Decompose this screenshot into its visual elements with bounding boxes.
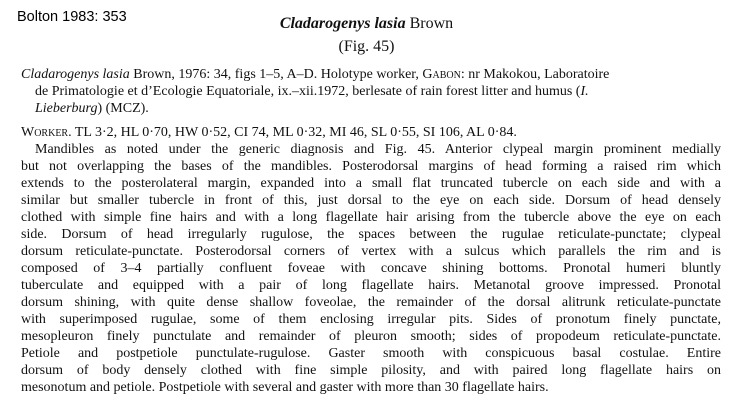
synonymy-line-1: Cladarogenys lasia Brown, 1976: 34, figs 1–5, A–D. Holotype worker, Gabon: nr Makokou, Laboratoire (21, 67, 610, 82)
caste-label: Worker (21, 125, 69, 140)
species-heading (0, 14, 733, 34)
genus-name: Cladarogenys (279, 15, 371, 32)
type-locality-country: Gabon (422, 67, 461, 82)
description-line: but not overlapping the bases of the mandibles. Posterodorsal margins of head forming a raised rim which (21, 159, 721, 174)
synonymy-line-3: Lieberburg) (MCZ). (35, 101, 149, 116)
synonymy-line-2: de Primatologie et d’Ecologie Equatoriale, ix.–xii.1972, berlesate of rain forest litter and humus (I. (35, 84, 589, 99)
description-line: side. Dorsum of head irregularly rugulose, the spaces between the rugulae reticulate-punctate; clypeal (21, 227, 721, 242)
figure-reference: (Fig. 45) (338, 38, 395, 55)
description-line: composed of 3–4 partially confluent foveae with concave shining bottoms. Pronotal humeri bluntly (21, 261, 721, 276)
description-line: dorsum of body densely clothed with fine simple pilosity, and with paired long flagellate hairs on (21, 363, 721, 378)
species-author: Brown (409, 15, 454, 32)
worker-measurements: Worker. TL 3·2, HL 0·70, HW 0·52, CI 74, ML 0·32, MI 46, SL 0·55, SI 106, AL 0·84. (21, 125, 517, 140)
citation-reference: Bolton 1983: 353 (17, 9, 127, 25)
species-binomial (280, 15, 406, 32)
description-line: extends to the posterolateral margin, expanded into a small flat truncated tubercle on each side and with a (21, 176, 721, 191)
description-line: mesopleuron finely punctulate and remainder of pleuron smooth; sides of propodeum reticulate-punctate. (21, 329, 721, 344)
description-line: Petiole and postpetiole punctulate-rugulose. Gaster smooth with conspicuous basal costulae. Entire (21, 346, 721, 361)
synonymy-paragraph (21, 66, 721, 117)
synonym-taxon: Cladarogenys lasia (21, 67, 130, 82)
description-line: dorsum shining, with quite dense shallow foveolae, the remainder of the dorsal alitrunk reticulate-punctate (21, 295, 721, 310)
description-line: tuberculate and equipped with a pair of long flagellate hairs. Metanotal groove impressed. Pronotal (21, 278, 721, 293)
description-line: similar but smaller tubercle in front of this, just dorsal to the eye on each side. Dorsum of head densely (21, 193, 721, 208)
description-line: with superimposed rugulae, some of them enclosing irregular pits. Sides of pronotum finely punctate, (21, 312, 721, 327)
description-line: clothed with simple fine hairs and with a long flagellate hair arising from the tubercle above the eye on each (21, 210, 721, 225)
description-line: Mandibles as noted under the generic diagnosis and Fig. 45. Anterior clypeal margin prominent medially (35, 142, 721, 157)
description-line: mesonotum and petiole. Postpetiole with several and gaster with more than 30 flagellate hairs. (21, 380, 549, 395)
collector-name: Lieberburg (35, 101, 98, 116)
collector-initial: I. (580, 84, 589, 99)
worker-description (21, 124, 721, 396)
species-epithet: lasia (374, 15, 406, 32)
description-line: dorsum reticulate-punctate. Posterodorsal corners of vertex with a sulcus which parallels the rim and is (21, 244, 721, 259)
